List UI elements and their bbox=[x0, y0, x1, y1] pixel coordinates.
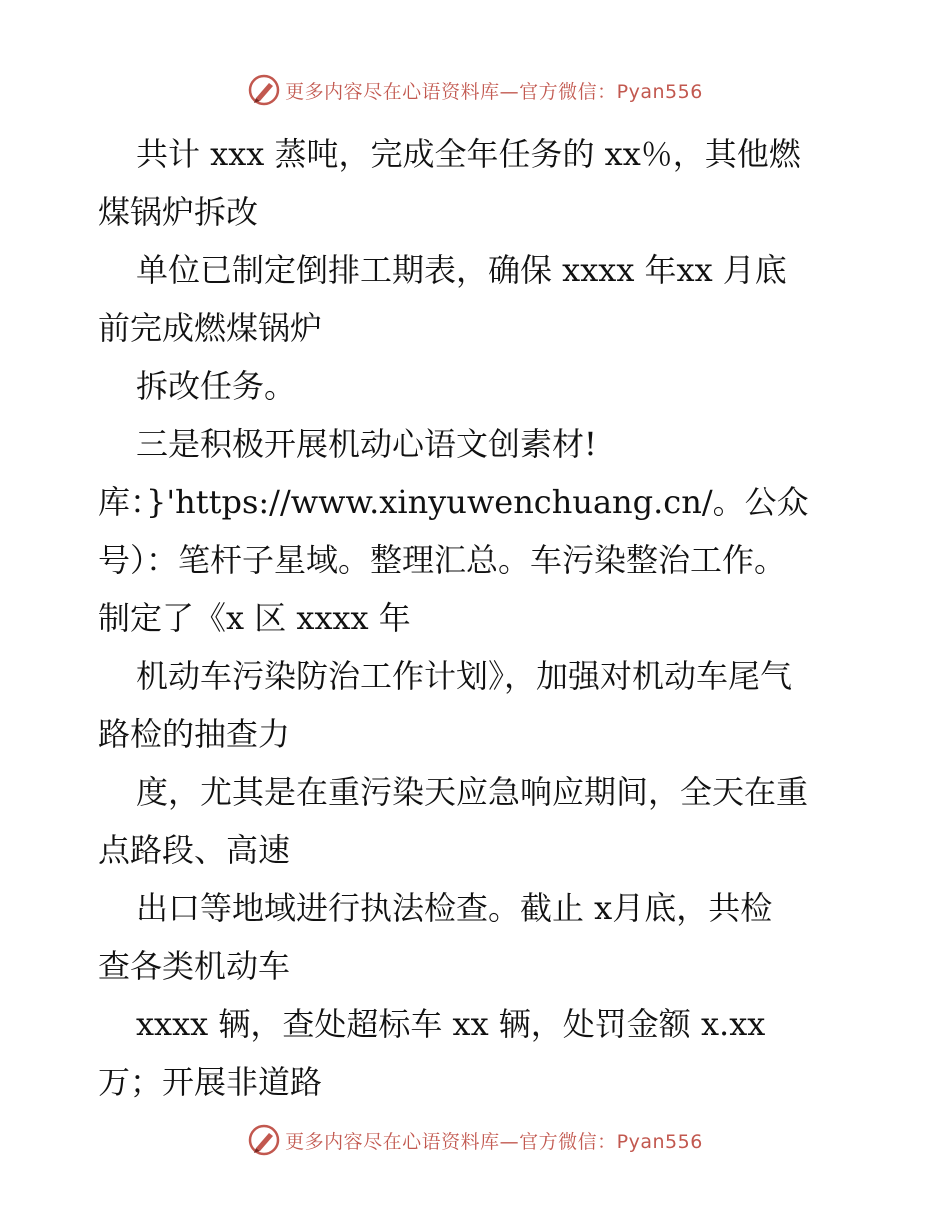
text-line: 查各类机动车 bbox=[98, 947, 291, 985]
text-line: 万；开展非道路 bbox=[98, 1063, 323, 1101]
text-line: 单位已制定倒排工期表，确保 xxxx 年xx 月底 bbox=[136, 251, 787, 289]
footer-watermark-banner bbox=[0, 1120, 950, 1160]
text-line: 出口等地域进行执法检查。截止 x月底，共检 bbox=[136, 889, 773, 927]
text-line: 机动车污染防治工作计划》，加强对机动车尾气 bbox=[136, 657, 793, 695]
text-line: 前完成燃煤锅炉 bbox=[98, 309, 323, 347]
text-line: 号）：笔杆子星域。整理汇总。车污染整治工作。 bbox=[98, 541, 787, 579]
text-line: 点路段、高速 bbox=[98, 831, 291, 869]
text-line: 煤锅炉拆改 bbox=[98, 193, 259, 231]
text-line: 拆改任务。 bbox=[136, 367, 297, 405]
text-line: 度，尤其是在重污染天应急响应期间，全天在重 bbox=[136, 773, 809, 811]
text-line: 路检的抽查力 bbox=[98, 715, 291, 753]
pen-logo-icon bbox=[247, 1123, 281, 1157]
banner-text: 更多内容尽在心语资料库—官方微信：Pyan556 bbox=[285, 1130, 703, 1153]
text-line: 制定了《x 区 xxxx 年 bbox=[98, 599, 411, 637]
document-body bbox=[98, 125, 858, 1111]
text-line: 库：}'https://www.xinyuwenchuang.cn/。公众 bbox=[98, 483, 809, 521]
header-watermark-banner bbox=[0, 70, 950, 110]
banner-text: 更多内容尽在心语资料库—官方微信：Pyan556 bbox=[285, 80, 703, 103]
pen-logo-icon bbox=[247, 73, 281, 107]
text-line: 三是积极开展机动心语文创素材! bbox=[136, 425, 597, 463]
text-line: xxxx 辆，查处超标车 xx 辆，处罚金额 x.xx bbox=[136, 1005, 766, 1043]
text-line: 共计 xxx 蒸吨，完成全年任务的 xx％，其他燃 bbox=[136, 135, 801, 173]
